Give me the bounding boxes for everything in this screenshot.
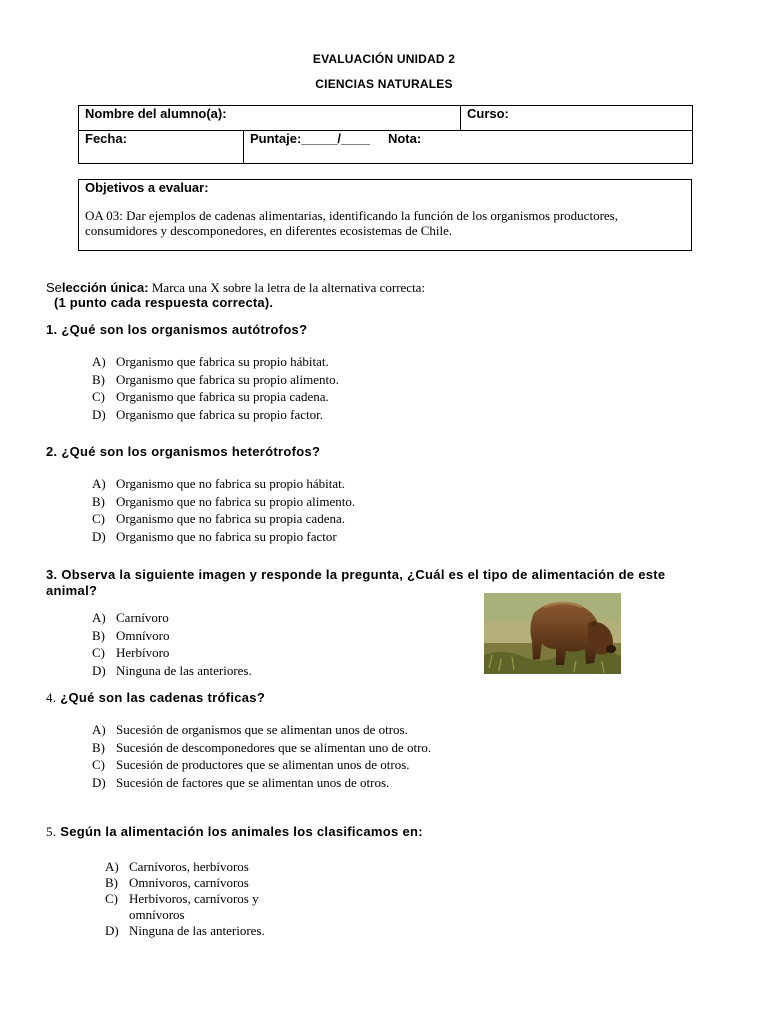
question-text: ¿Qué son los organismos heterótrofos? (57, 444, 321, 459)
option-letter: D) (92, 774, 106, 790)
objectives-text: OA 03: Dar ejemplos de cadenas alimentarias, identificando la función de los organismos productores, consumidores y descomponedores, en diferentes ecosistemas de Chile. (85, 208, 618, 238)
question-text: ¿Qué son los organismos autótrofos? (57, 322, 308, 337)
option-c[interactable] (92, 388, 339, 406)
option-text: Organismo que fabrica su propio factor. (116, 406, 323, 422)
option-letter: C) (92, 757, 105, 772)
option-letter: D) (92, 406, 106, 422)
score-cell[interactable] (244, 131, 693, 164)
student-name-label: Nombre del alumno(a): (85, 106, 227, 121)
option-text: Organismo que fabrica su propia cadena. (116, 389, 329, 404)
question-number: 4. (46, 690, 57, 705)
course-cell[interactable] (461, 106, 693, 131)
option-text: Herbívoro (116, 645, 170, 660)
instructions-points: (1 punto cada respuesta correcta). (54, 295, 274, 310)
option-text: Organismo que no fabrica su propio factor (116, 528, 337, 544)
option-text: Sucesión de descomponedores que se alimentan uno de otro. (116, 739, 432, 755)
student-name-cell[interactable] (79, 106, 461, 131)
option-a[interactable] (105, 859, 315, 875)
option-letter: C) (105, 891, 118, 906)
option-c[interactable] (92, 510, 355, 528)
option-letter: A) (92, 476, 106, 491)
bear-photo (484, 593, 621, 674)
date-cell[interactable] (79, 131, 244, 164)
option-letter: B) (105, 875, 118, 890)
bear-icon (484, 593, 621, 674)
question-1 (46, 322, 307, 337)
option-b[interactable] (92, 371, 339, 389)
option-letter: B) (92, 493, 105, 509)
option-d[interactable] (92, 662, 252, 680)
objectives-heading: Objetivos a evaluar: (85, 180, 209, 195)
score-label: Puntaje:_____/____ (250, 131, 370, 146)
option-text: Organismo que no fabrica su propio alimento. (116, 493, 356, 509)
option-d[interactable] (92, 528, 355, 546)
option-text: Ninguna de las anteriores. (116, 662, 252, 678)
option-a[interactable] (92, 609, 252, 627)
question-number: 1. (46, 322, 58, 337)
option-c[interactable] (105, 891, 305, 923)
option-d[interactable] (92, 406, 339, 424)
question-number: 3. (46, 567, 58, 582)
question-text: ¿Qué son las cadenas tróficas? (56, 690, 266, 705)
option-text: Sucesión de productores que se alimentan unos de otros. (116, 757, 410, 772)
option-letter: D) (105, 923, 119, 938)
option-letter: C) (92, 511, 105, 526)
page-title: EVALUACIÓN UNIDAD 2 (312, 52, 456, 66)
option-letter: B) (92, 371, 105, 387)
option-a[interactable] (92, 475, 355, 493)
option-letter: B) (92, 627, 105, 643)
option-letter: A) (92, 354, 106, 369)
instructions-text: Marca una X sobre la letra de la alternativa correcta: (148, 280, 426, 295)
student-info-table (78, 105, 693, 164)
question-4 (46, 690, 265, 706)
option-text: Omnívoros, carnívoros (129, 875, 249, 890)
option-b[interactable] (105, 875, 315, 891)
grade-label: Nota: (387, 131, 422, 146)
instructions (46, 280, 425, 296)
option-text: Sucesión de organismos que se alimentan unos de otros. (116, 722, 408, 737)
question-5 (46, 824, 423, 840)
instructions-prefix: Se (46, 280, 62, 295)
option-d[interactable] (105, 923, 315, 939)
option-text: Carnívoros, herbívoros (129, 859, 249, 874)
option-text: Organismo que fabrica su propio hábitat. (116, 354, 329, 369)
option-a[interactable] (92, 353, 339, 371)
option-letter: D) (92, 662, 106, 678)
option-letter: C) (92, 389, 105, 404)
question-1-options (92, 353, 339, 423)
option-letter: A) (105, 859, 119, 874)
option-text: Ninguna de las anteriores. (129, 923, 265, 938)
objectives-box (78, 179, 692, 251)
option-letter: B) (92, 739, 105, 755)
option-text: Herbívoros, carnívoros y omnívoros (129, 891, 259, 922)
page-subtitle: CIENCIAS NATURALES (315, 77, 453, 91)
option-text: Organismo que fabrica su propio alimento. (116, 371, 339, 387)
option-text: Sucesión de factores que se alimentan unos de otros. (116, 774, 390, 790)
option-letter: A) (92, 722, 106, 737)
question-3-options (92, 609, 252, 679)
option-text: Omnívoro (116, 627, 170, 643)
question-text: Observa la siguiente imagen y responde la pregunta, ¿Cuál es el tipo de alimentación de este animal? (46, 567, 666, 598)
option-text: Organismo que no fabrica su propio hábitat. (116, 476, 346, 491)
option-letter: A) (92, 610, 106, 625)
option-a[interactable] (92, 721, 431, 739)
option-letter: C) (92, 645, 105, 660)
question-2 (46, 444, 320, 459)
option-letter: D) (92, 528, 106, 544)
question-4-options (92, 721, 431, 791)
question-5-options (105, 859, 315, 939)
course-label: Curso: (467, 106, 509, 121)
option-text: Carnívoro (116, 610, 169, 625)
option-text: Organismo que no fabrica su propia cadena. (116, 511, 345, 526)
date-label: Fecha: (85, 131, 127, 146)
option-c[interactable] (92, 644, 252, 662)
option-c[interactable] (92, 756, 431, 774)
option-b[interactable] (92, 493, 355, 511)
question-2-options (92, 475, 355, 545)
option-b[interactable] (92, 627, 252, 645)
question-text: Según la alimentación los animales los clasificamos en: (56, 824, 423, 839)
question-number: 2. (46, 444, 58, 459)
option-d[interactable] (92, 774, 431, 792)
question-number: 5. (46, 824, 57, 839)
instructions-bold: lección única: (61, 280, 149, 295)
option-b[interactable] (92, 739, 431, 757)
